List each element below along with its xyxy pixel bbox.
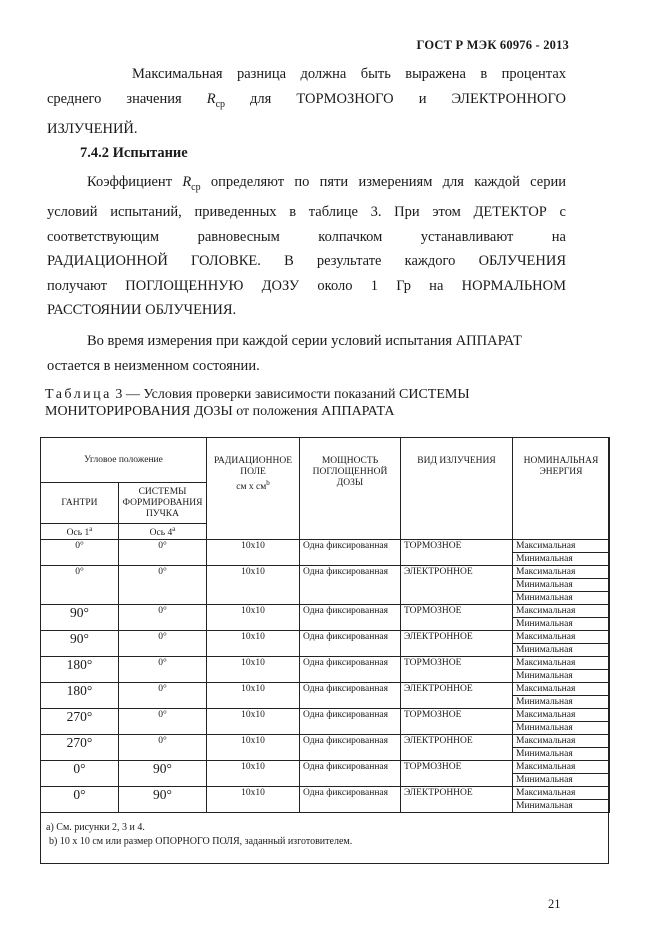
cell-field: 10х10: [207, 631, 300, 657]
cell-gantry: 0°: [41, 787, 119, 813]
cell-radiation-type: ТОРМОЗНОЕ: [401, 709, 513, 735]
cell-radiation-type: ТОРМОЗНОЕ: [401, 761, 513, 787]
cell-nominal-energy: Минимальная: [513, 579, 610, 592]
cell-radiation-type: ТОРМОЗНОЕ: [401, 605, 513, 631]
table-footnote-a: а) См. рисунки 2, 3 и 4.: [46, 822, 145, 833]
test-conditions-table: [40, 437, 610, 813]
table-row: [41, 683, 610, 696]
cell-gantry: 270°: [41, 735, 119, 761]
cell-beam: 90°: [119, 787, 207, 813]
cell-field: 10х10: [207, 540, 300, 566]
paragraph-line: соответствующим равновесным колпачком устанавливают на: [47, 228, 566, 245]
cell-nominal-energy: Максимальная: [513, 631, 610, 644]
cell-dose-rate: Одна фиксированная: [300, 683, 401, 709]
header-beam-limiting-system: СИСТЕМЫ ФОРМИРОВАНИЯ ПУЧКА: [119, 483, 207, 524]
section-heading: 7.4.2 Испытание: [80, 145, 188, 161]
cell-beam: 0°: [119, 631, 207, 657]
cell-beam: 90°: [119, 761, 207, 787]
cell-nominal-energy: Максимальная: [513, 566, 610, 579]
cell-nominal-energy: Максимальная: [513, 761, 610, 774]
cell-field: 10х10: [207, 657, 300, 683]
cell-gantry: 90°: [41, 605, 119, 631]
table-row: [41, 735, 610, 748]
cell-field: 10х10: [207, 787, 300, 813]
cell-gantry: 270°: [41, 709, 119, 735]
header-absorbed-dose-rate: МОЩНОСТЬ ПОГЛОЩЕННОЙ ДОЗЫ: [300, 438, 401, 540]
cell-gantry: 0°: [41, 761, 119, 787]
cell-nominal-energy: Минимальная: [513, 553, 610, 566]
table-row: [41, 761, 610, 774]
cell-nominal-energy: Минимальная: [513, 722, 610, 735]
cell-beam: 0°: [119, 709, 207, 735]
cell-gantry: 0°: [41, 566, 119, 605]
cell-radiation-type: ЭЛЕКТРОННОЕ: [401, 631, 513, 657]
cell-dose-rate: Одна фиксированная: [300, 735, 401, 761]
header-axis-4: Ось 4$^a$: [119, 524, 207, 540]
table-row: [41, 540, 610, 553]
page-number: 21: [548, 897, 561, 911]
table-row: [41, 566, 610, 579]
cell-beam: 0°: [119, 735, 207, 761]
cell-nominal-energy: Максимальная: [513, 735, 610, 748]
table-footnote-b: b) 10 х 10 см или размер ОПОРНОГО ПОЛЯ, заданный изготовителем.: [49, 836, 353, 847]
paragraph-line: условий испытаний, приведенных в таблице 3. При этом ДЕТЕКТОР с: [47, 204, 566, 221]
cell-radiation-type: ТОРМОЗНОЕ: [401, 540, 513, 566]
cell-dose-rate: Одна фиксированная: [300, 657, 401, 683]
cell-gantry: 180°: [41, 657, 119, 683]
cell-radiation-type: ЭЛЕКТРОННОЕ: [401, 735, 513, 761]
cell-field: 10х10: [207, 683, 300, 709]
cell-dose-rate: Одна фиксированная: [300, 605, 401, 631]
table-row: [41, 657, 610, 670]
cell-nominal-energy: Максимальная: [513, 787, 610, 800]
table-row: [41, 709, 610, 722]
header-axis-1: Ось 1$^a$: [41, 524, 119, 540]
cell-nominal-energy: Минимальная: [513, 696, 610, 709]
cell-field: 10х10: [207, 709, 300, 735]
cell-nominal-energy: Максимальная: [513, 683, 610, 696]
cell-field: 10х10: [207, 605, 300, 631]
paragraph-coefficient: [47, 170, 566, 323]
cell-dose-rate: Одна фиксированная: [300, 566, 401, 605]
paragraph-line: ИЗЛУЧЕНИЙ.: [47, 120, 138, 137]
header-radiation-type: ВИД ИЗЛУЧЕНИЯ: [401, 438, 513, 540]
cell-field: 10х10: [207, 735, 300, 761]
paragraph-line: РАССТОЯНИИ ОБЛУЧЕНИЯ.: [47, 302, 237, 319]
cell-field: 10х10: [207, 761, 300, 787]
header-angular-position: Угловое положение: [41, 438, 207, 483]
paragraph-line: получают ПОГЛОЩЕННУЮ ДОЗУ около 1 Гр на НОРМАЛЬНОМ: [47, 277, 566, 294]
cell-nominal-energy: Минимальная: [513, 800, 610, 813]
cell-gantry: 180°: [41, 683, 119, 709]
cell-dose-rate: Одна фиксированная: [300, 761, 401, 787]
cell-dose-rate: Одна фиксированная: [300, 787, 401, 813]
cell-radiation-type: ЭЛЕКТРОННОЕ: [401, 787, 513, 813]
header-radiation-field: РАДИАЦИОННОЕ ПОЛЕ см х $см^b$: [207, 438, 300, 540]
header-nominal-energy: НОМИНАЛЬНАЯ ЭНЕРГИЯ: [513, 438, 610, 540]
paragraph-max-difference: [47, 62, 566, 141]
cell-dose-rate: Одна фиксированная: [300, 709, 401, 735]
cell-nominal-energy: Минимальная: [513, 748, 610, 761]
cell-nominal-energy: Минимальная: [513, 618, 610, 631]
cell-gantry: 0°: [41, 540, 119, 566]
cell-dose-rate: Одна фиксированная: [300, 631, 401, 657]
paragraph-line: остается в неизменном состоянии.: [47, 357, 260, 374]
paragraph-line: РАДИАЦИОННОЙ ГОЛОВКЕ. В результате каждого ОБЛУЧЕНИЯ: [47, 253, 566, 270]
cell-nominal-energy: Минимальная: [513, 592, 610, 605]
paragraph-line: Максимальная разница должна быть выражена в процентах: [132, 66, 566, 82]
cell-nominal-energy: Минимальная: [513, 670, 610, 683]
cell-nominal-energy: Максимальная: [513, 709, 610, 722]
cell-radiation-type: ЭЛЕКТРОННОЕ: [401, 566, 513, 605]
header-gantry: ГАНТРИ: [41, 483, 119, 524]
cell-nominal-energy: Минимальная: [513, 774, 610, 787]
cell-radiation-type: ЭЛЕКТРОННОЕ: [401, 683, 513, 709]
cell-nominal-energy: Максимальная: [513, 540, 610, 553]
paragraph-line: Во время измерения при каждой серии условий испытания АППАРАТ: [87, 333, 522, 349]
cell-beam: 0°: [119, 657, 207, 683]
cell-beam: 0°: [119, 605, 207, 631]
table-row: [41, 787, 610, 800]
cell-nominal-energy: Максимальная: [513, 605, 610, 618]
cell-field: 10х10: [207, 566, 300, 605]
cell-gantry: 90°: [41, 631, 119, 657]
cell-beam: 0°: [119, 683, 207, 709]
cell-radiation-type: ТОРМОЗНОЕ: [401, 657, 513, 683]
table-row: [41, 605, 610, 618]
table-row: [41, 631, 610, 644]
cell-beam: 0°: [119, 566, 207, 605]
paragraph-line: среднего значения $R_{ср}$ для ТОРМОЗНОГО и ЭЛЕКТРОННОГО: [47, 90, 567, 110]
table-caption: Таблица 3 — Условия проверки зависимости показаний СИСТЕМЫ МОНИТОРИРОВАНИЯ ДОЗЫ от положения АППАРАТА: [45, 387, 470, 419]
cell-dose-rate: Одна фиксированная: [300, 540, 401, 566]
document-header: ГОСТ Р МЭК 60976 - 2013: [416, 38, 569, 52]
cell-beam: 0°: [119, 540, 207, 566]
paragraph-line: Коэффициент $R_{ср}$ определяют по пяти измерениям для каждой серии: [87, 174, 566, 193]
cell-nominal-energy: Минимальная: [513, 644, 610, 657]
paragraph-measurement: [47, 329, 566, 378]
cell-nominal-energy: Максимальная: [513, 657, 610, 670]
